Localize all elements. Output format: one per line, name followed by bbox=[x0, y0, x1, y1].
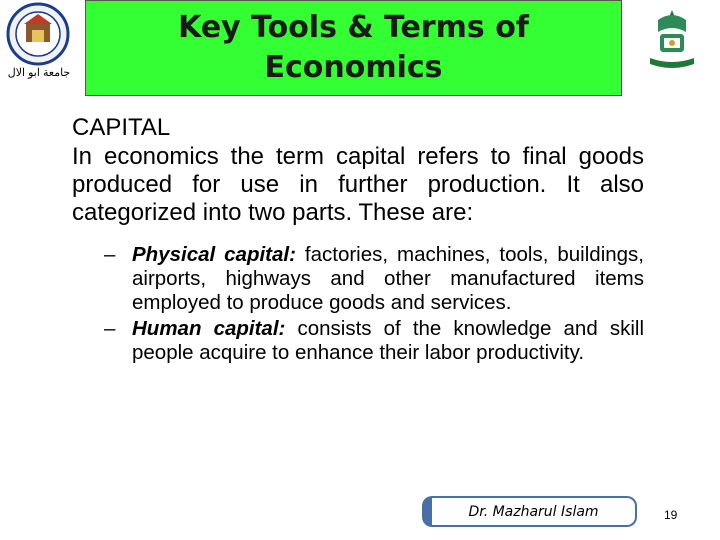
section-heading: CAPITAL bbox=[72, 114, 171, 141]
bullet-text: consists of the knowledge and skill people acquire to enhance their labor productivity. bbox=[132, 317, 644, 364]
left-logo-text: جامعة ابو الال bbox=[7, 67, 71, 79]
list-item: – Human capital: consists of the knowledge and skill people acquire to enhance their labor productivity. bbox=[104, 317, 644, 364]
bullet-term: Physical capital bbox=[132, 243, 290, 266]
bullet-text: factories, machines, tools, buildings, airports, highways and other manufactured items employed to produce goods and services. bbox=[132, 243, 644, 314]
bullet-list bbox=[72, 243, 644, 365]
title-banner bbox=[85, 0, 622, 96]
slide-title: Key Tools & Terms of Economics bbox=[178, 10, 529, 85]
page-number: 19 bbox=[664, 508, 678, 522]
capital-definition: In economics the term capital refers to final goods produced for use in further production. It also categorized into two parts. These are: bbox=[72, 143, 644, 226]
list-item: – Physical capital: factories, machines, tools, buildings, airports, highways and other manufactured items employed to produce goods and services. bbox=[104, 243, 644, 314]
author-footer bbox=[422, 496, 637, 527]
bullet-term: Human capital bbox=[132, 317, 279, 340]
dash-bullet-icon: – bbox=[104, 243, 116, 266]
kau-emblem-logo bbox=[640, 6, 704, 76]
dash-bullet-icon: – bbox=[104, 317, 116, 340]
author-name: Dr. Mazharul Islam bbox=[468, 503, 599, 520]
slide-content bbox=[72, 112, 644, 367]
